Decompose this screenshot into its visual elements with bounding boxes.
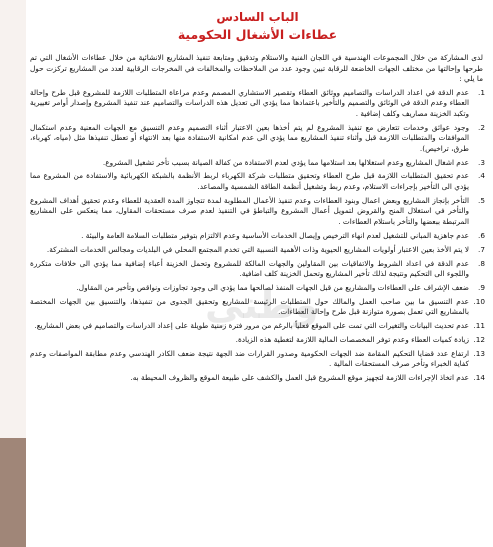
- item-number: 4.: [478, 171, 485, 181]
- chapter-heading: الباب السادس: [216, 10, 299, 24]
- page-title: عطاءات الأشغال الحكومية: [177, 27, 338, 42]
- item-text: عدم تحقيق المتطلبات اللازمة قبل طرح العطاء وتحقيق متطلبات شركة الكهرباء لربط الأنظمة بالشبكة الكهربائية والاستفادة من المشروع مما يؤدي الى التأخير بإجراءات الاستلام، وعدم ربط وتشغيل أنظمة الطاقة الشمسية والمصاعد.: [30, 171, 469, 191]
- list-item: [30, 373, 485, 384]
- side-band-accent: [0, 438, 26, 547]
- item-text: وجود عوائق وخدمات تتعارض مع تنفيذ المشروع لم يتم أخذها بعين الاعتبار أثناء التصميم وعدم التنسيق مع الجهات المعنية وعدم استكمال الموافقات والمتطلبات اللازمة قبل وأثناء تنفيذ المشاريع مما يؤدي الى عدم امكانية الاستفادة منها بعد الانتهاء أو تعطل تنفيذها مثل (مياه، كهرباء، طرق، تراخيص).: [30, 122, 469, 153]
- item-text: التأخر بإنجاز المشاريع وبعض اعمال وبنود العطاءات وعدم تنفيذ الأعمال المطلوبة لمدة تتجاوز المدة العقدية للعطاء وعدم تحقيق أهداف المشروع والتأخر في استغلال المنح والقروض لتمويل أعمال المشروع والتباطؤ في التنفيذ لعدم صرف مستحقات المقاول، مما ينعكس على المشاريع المرتبطة ببعضها والتأخر باستلام العطاءات .: [30, 195, 469, 226]
- findings-list: [30, 88, 485, 384]
- item-number: 13.: [473, 348, 485, 358]
- item-text: ارتفاع عدد قضايا التحكيم المقامة ضد الجهات الحكومية وصدور القرارات ضد الجهة نتيجة ضعف الكادر الهندسي وعدم مطابقة المواصفات وعدم كفاية الخبراء وتأخر صرف المستحقات المالية .: [30, 348, 469, 369]
- list-item: [30, 349, 485, 370]
- watermark: وطني: [205, 283, 319, 327]
- item-text: ضعف الإشراف على العطاءات والمشاريع من قبل الجهات المنفذ لصالحها مما يؤدي الى وجود تجاوزات ونواقص وتأخير من المقاول.: [76, 282, 469, 292]
- item-text: عدم الدقة في اعداد الشروط والاتفاقيات بين المقاولين والجهات المالكة للمشروع وتحمل الخزينة أعباء إضافية مما يؤدي الى خلافات متكررة واللجوء الى التحكيم ونتيجة لذلك تأخير المشاريع وتحمل الخزينة كلف اضافية.: [30, 258, 469, 279]
- intro-paragraph: لدى المشاركة من خلال المجموعات الهندسية في اللجان الفنية والاستلام وتدقيق ومتابعة تنفيذ المشاريع الانشائية من خلال عطاءات الأشغال التي تم طرحها وإحالتها من مختلف الجهات الخاضعة للرقابة تبين وجود عدد من الملاحظات والمخالفات في المخرجات الرقابية لعدد من المشاريع تركزت حول ما يلي :: [30, 53, 483, 84]
- list-item: [30, 231, 485, 242]
- list-item: [30, 123, 485, 155]
- item-text: عدم تحديث البيانات والتغيرات التي تمت على الموقع فعلياً بالرغم من مرور فترة زمنية طويلة على إعداد الدراسات والتصاميم في بعض المشاريع.: [34, 321, 469, 331]
- item-number: 6.: [478, 230, 485, 240]
- list-item: [30, 88, 485, 120]
- list-item: [30, 171, 485, 192]
- list-item: [30, 196, 485, 228]
- document-page: [30, 0, 485, 547]
- item-number: 3.: [478, 157, 485, 167]
- list-item: [30, 245, 485, 256]
- item-text: عدم اتخاذ الإجراءات اللازمة لتجهيز موقع المشروع قبل العمل والكشف على طبيعة الموقع والظروف المحيطة به.: [130, 373, 469, 383]
- item-text: عدم التنسيق ما بين صاحب العمل والمالك حول المتطلبات الرئيسة للمشاريع وتحقيق الجدوى من تنفيذها، والتنسيق بين الجهات المختصة بالمشاريع التي تعمل بصورة متوازنة قبل طرح وإحالة العطاءات.: [30, 296, 469, 317]
- list-item: [30, 259, 485, 280]
- list-item: [30, 283, 485, 294]
- list-item: [30, 297, 485, 318]
- item-number: 11.: [473, 321, 485, 331]
- list-item: [30, 335, 485, 346]
- list-item: [30, 158, 485, 169]
- item-text: لا يتم الأخذ بعين الاعتبار أولويات المشاريع الحيوية وذات الأهمية النسبية التي تخدم المجتمع المحلي في البلديات ومجالس الخدمات المشتركة.: [46, 244, 469, 254]
- item-text: زيادة كميات العطاء وعدم توفر المخصصات المالية اللازمة لتغطية هذه الزيادة.: [235, 335, 469, 345]
- item-number: 14.: [473, 373, 485, 383]
- item-text: عدم الدقة في اعداد الدراسات والتصاميم ووثائق العطاء وتقصير الاستشاري المصمم وعدم مراعاة المتطلبات اللازمة للمشروع قبل طرح وإحالة العطاء وعدم الدقة في الوثائق والتصميم والتأخير باعتمادها مما يؤدي الى تعديل هذه الدراسات والتصاميم عند تنفيذ المشروع وإصدار أوامر تغييرية وتكبد الخزينة مصاريف وكلف إضافية .: [30, 87, 469, 118]
- item-text: عدم جاهزية المباني للتشغيل لعدم انهاء الترخيص وإيصال الخدمات الأساسية وعدم الالتزام بتوفير متطلبات السلامة العامة والبيئة .: [81, 230, 469, 240]
- item-number: 8.: [478, 258, 485, 268]
- item-number: 1.: [478, 87, 485, 97]
- item-number: 9.: [478, 282, 485, 292]
- item-number: 7.: [478, 244, 485, 254]
- item-text: عدم اشغال المشاريع وعدم استغلالها بعد استلامها مما يؤدي لعدم الاستفادة من كفالة الصيانة بسبب تأخر تشغيل المشروع.: [102, 157, 469, 167]
- list-item: [30, 321, 485, 332]
- item-number: 12.: [473, 335, 485, 345]
- title-block: [30, 0, 485, 43]
- item-number: 5.: [478, 195, 485, 205]
- item-number: 10.: [473, 296, 485, 306]
- item-number: 2.: [478, 122, 485, 132]
